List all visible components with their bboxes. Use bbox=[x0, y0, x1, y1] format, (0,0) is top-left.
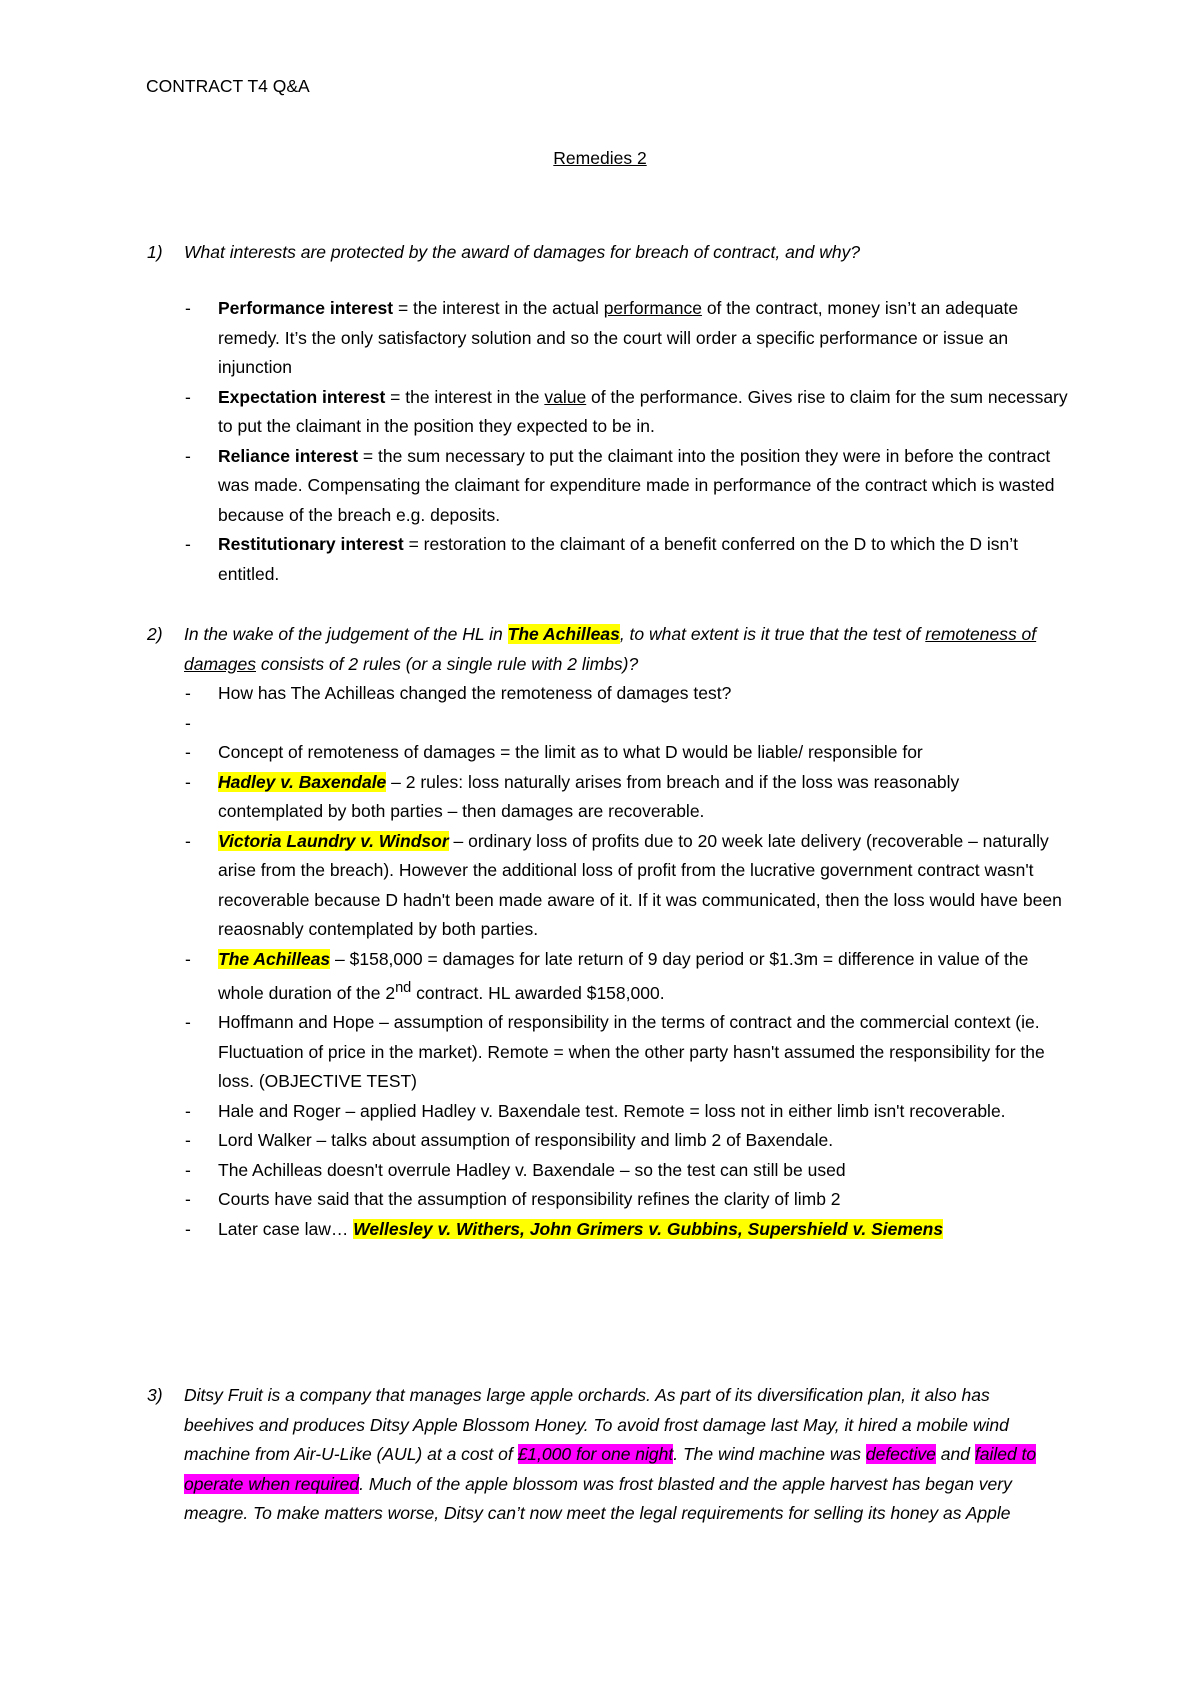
document-header: CONTRACT T4 Q&A bbox=[146, 76, 310, 96]
underlined-text: performance bbox=[603, 298, 702, 318]
list-item: - Hoffmann and Hope – assumption of responsibility in the terms of contract and the commercial context (ie. Fluctuation of price in the market). Remote = when the other party hasn't assumed the responsibility for the loss. (OBJECTIVE TEST) bbox=[218, 1008, 1068, 1097]
item-text: = the interest in the bbox=[385, 386, 545, 407]
case-highlight: Victoria Laundry v. Windsor bbox=[218, 830, 449, 851]
question-number: 3) bbox=[147, 1385, 163, 1405]
list-item bbox=[218, 945, 1068, 1009]
list-item: - Lord Walker – talks about assumption of responsibility and limb 2 of Baxendale. bbox=[218, 1126, 1068, 1156]
list-item: - How has The Achilleas changed the remoteness of damages test? bbox=[218, 679, 1068, 709]
magenta-highlight: defective bbox=[865, 1444, 936, 1464]
list-item bbox=[218, 442, 1068, 531]
question-number: 2) bbox=[147, 624, 163, 644]
question-text: What interests are protected by the award of damages for breach of contract, and why? bbox=[184, 242, 861, 262]
item-text: Later case law… bbox=[218, 1218, 354, 1239]
case-highlight: Hadley v. Baxendale bbox=[218, 771, 387, 792]
item-text: of the performance. Gives rise to claim for the sum necessary to put the claimant in the position they expected to be in. bbox=[218, 386, 1068, 436]
answer-list-2 bbox=[218, 679, 1068, 1244]
term: Performance interest bbox=[218, 298, 394, 318]
question-text: Ditsy Fruit is a company that manages large apple orchards. As part of its diversification plan, it also has beehives and produces Ditsy Apple Blossom Honey. To avoid frost damage last May, it hired a mobile wind machine from Air-U-Like (AUL) at a cost of bbox=[184, 1385, 1009, 1464]
list-item bbox=[218, 768, 1068, 827]
case-highlight: Wellesley v. Withers, John Grimers v. Gubbins, Supershield v. Siemens bbox=[353, 1218, 944, 1239]
list-item bbox=[218, 530, 1068, 589]
list-item bbox=[218, 383, 1068, 442]
case-highlight: The Achilleas bbox=[507, 624, 620, 644]
list-item: - Concept of remoteness of damages = the limit as to what D would be liable/ responsible for bbox=[218, 738, 1068, 768]
item-text: of the contract, money isn’t an adequate remedy. It’s the only satisfactory solution and so the court will order a specific performance or issue an injunction bbox=[218, 298, 1019, 377]
term: Restitutionary interest bbox=[218, 534, 404, 554]
magenta-highlight: £1,000 for one night bbox=[517, 1444, 674, 1464]
item-text: = the interest in the actual bbox=[393, 298, 604, 318]
list-item bbox=[218, 294, 1068, 383]
page-title: Remedies 2 bbox=[553, 148, 647, 168]
item-text: contract. HL awarded $158,000. bbox=[411, 982, 665, 1003]
list-item: - The Achilleas doesn't overrule Hadley v. Baxendale – so the test can still be used bbox=[218, 1156, 1068, 1186]
question-text: . Much of the apple blossom was frost blasted and the apple harvest has began very meagre. To make matters worse, Ditsy can’t now meet the legal requirements for selling its honey as Apple bbox=[184, 1473, 1012, 1523]
item-text: = the sum necessary to put the claimant into the position they were in before the contract was made. Compensating the claimant for expenditure made in performance of the contract which is wasted because of the breach e.g. deposits. bbox=[218, 445, 1055, 525]
question-number: 1) bbox=[147, 242, 163, 262]
list-item: - Courts have said that the assumption of responsibility refines the clarity of limb 2 bbox=[218, 1185, 1068, 1215]
question-text: , to what extent is it true that the test of bbox=[619, 624, 926, 644]
superscript: nd bbox=[395, 980, 412, 996]
underlined-text: remoteness of damages bbox=[184, 624, 1037, 674]
question-2 bbox=[147, 620, 1064, 679]
list-item bbox=[218, 827, 1068, 945]
question-text: In the wake of the judgement of the HL in bbox=[184, 624, 508, 644]
question-1 bbox=[147, 238, 1064, 268]
term: Reliance interest bbox=[218, 445, 359, 466]
item-text: – 2 rules: loss naturally arises from breach and if the loss was reasonably contemplated by both parties – then damages are recoverable. bbox=[218, 771, 960, 821]
item-text: – $158,000 = damages for late return of 9 day period or $1.3m = difference in value of the whole duration of the 2 bbox=[218, 948, 1029, 1003]
list-item bbox=[218, 1215, 1068, 1245]
question-text: consists of 2 rules (or a single rule with 2 limbs)? bbox=[256, 653, 639, 674]
item-text: – ordinary loss of profits due to 20 week late delivery (recoverable – naturally arise from the breach). However the additional loss of profit from the lucrative government contract wasn't recoverable because D hadn't been made aware of it. If it was communicated, then the loss would have been reaosnably contemplated by both parties. bbox=[218, 830, 1062, 939]
item-text: = restoration to the claimant of a benefit conferred on the D to which the D isn’t entitled. bbox=[218, 534, 1019, 584]
answer-list-1 bbox=[218, 294, 1068, 589]
question-text: and bbox=[935, 1444, 975, 1464]
list-item-empty bbox=[218, 709, 1068, 739]
underlined-text: value bbox=[544, 386, 587, 407]
case-highlight: The Achilleas bbox=[218, 948, 331, 969]
question-text: . The wind machine was bbox=[673, 1444, 866, 1464]
term: Expectation interest bbox=[218, 386, 386, 407]
question-3 bbox=[147, 1381, 1064, 1529]
magenta-highlight: failed to operate when required bbox=[184, 1444, 1037, 1494]
list-item: - Hale and Roger – applied Hadley v. Baxendale test. Remote = loss not in either limb isn't recoverable. bbox=[218, 1097, 1068, 1127]
